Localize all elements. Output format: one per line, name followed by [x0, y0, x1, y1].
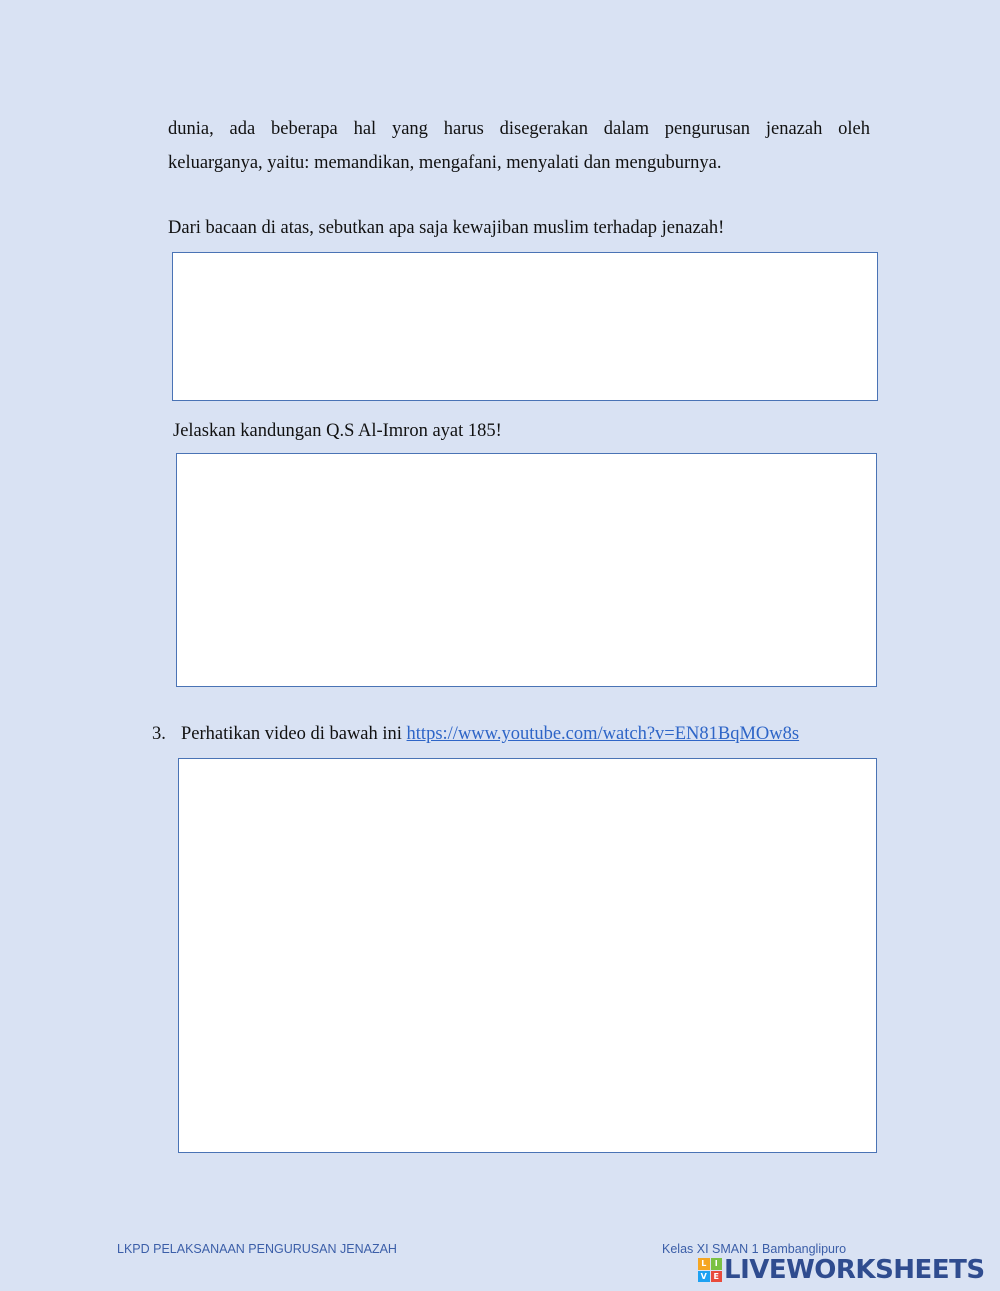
logo-letter-l: L	[698, 1258, 710, 1270]
footer-right: Kelas XI SMAN 1 Bambanglipuro	[662, 1242, 847, 1256]
answer-box-2[interactable]	[176, 453, 877, 687]
paragraph-line-2: keluarganya, yaitu: memandikan, mengafani, menyalati dan menguburnya.	[168, 153, 722, 173]
logo-letter-i: I	[711, 1258, 723, 1270]
question-1: Dari bacaan di atas, sebutkan apa saja kewajiban muslim terhadap jenazah!	[168, 218, 725, 238]
logo-icon	[698, 1258, 722, 1282]
liveworksheets-logo	[698, 1255, 985, 1285]
item-3-number: 3.	[152, 724, 166, 744]
video-link[interactable]: https://www.youtube.com/watch?v=EN81BqMOw8s	[406, 724, 800, 744]
answer-box-1[interactable]	[172, 252, 878, 401]
brand-name: LIVEWORKSHEETS	[724, 1255, 985, 1285]
footer-left: LKPD PELAKSANAAN PENGURUSAN JENAZAH	[117, 1242, 397, 1256]
paragraph-line-1: dunia, ada beberapa hal yang harus disegerakan dalam pengurusan jenazah oleh	[168, 119, 870, 139]
item-3	[152, 724, 799, 745]
logo-letter-e: E	[711, 1271, 723, 1283]
item-3-text: Perhatikan video di bawah ini	[181, 724, 407, 744]
question-2: Jelaskan kandungan Q.S Al-Imron ayat 185!	[173, 421, 502, 441]
logo-letter-v: V	[698, 1271, 710, 1283]
reading-paragraph	[168, 112, 870, 180]
answer-box-3[interactable]	[178, 758, 877, 1153]
